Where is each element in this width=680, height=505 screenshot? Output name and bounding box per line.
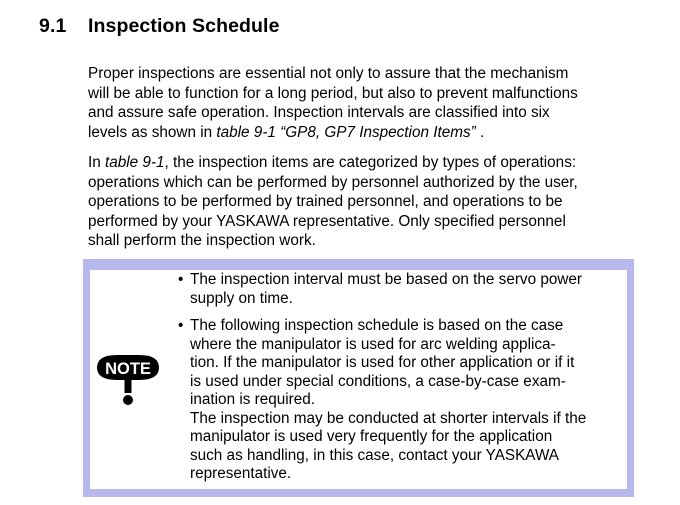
list-item <box>178 271 628 308</box>
paragraph-line: performed by your YASKAWA representative. Only specified personnel <box>88 212 566 230</box>
bullet-line: The following inspection schedule is based on the case <box>190 317 564 334</box>
bullet-line: The inspection may be conducted at shorter intervals if the <box>190 409 587 427</box>
line-text: In <box>88 154 106 171</box>
bullet-line: representative. <box>190 465 292 482</box>
line-text: . <box>475 123 485 141</box>
bullet-line: supply on time. <box>190 289 293 307</box>
paragraph-line <box>88 153 648 173</box>
section-number: 9.1 <box>39 15 67 37</box>
bullet-line: ination is required. <box>190 391 315 408</box>
bullet-line: manipulator is used very frequently for the application <box>190 428 553 445</box>
bullet-icon: • <box>178 271 184 288</box>
table-reference-link[interactable]: table 9-1 <box>105 154 165 171</box>
note-bullets <box>178 271 628 493</box>
bullet-icon: • <box>178 317 184 334</box>
bullet-line: such as handling, in this case, contact your YASKAWA <box>190 446 560 464</box>
intro-paragraph <box>88 64 648 142</box>
note-icon <box>95 352 161 407</box>
list-item <box>178 317 628 484</box>
bullet-line: The inspection interval must be based on the servo power <box>190 271 582 288</box>
line-text: , the inspection items are categorized by types of operations: <box>164 154 577 171</box>
categories-paragraph <box>88 153 648 251</box>
paragraph-line: operations which can be performed by personnel authorized by the user, <box>88 173 578 191</box>
paragraph-line: will be able to function for a long period, but also to prevent malfunctions <box>88 84 578 102</box>
paragraph-line <box>88 123 648 143</box>
section-heading <box>39 15 280 38</box>
bullet-line: tion. If the manipulator is used for other application or if it <box>190 354 575 371</box>
paragraph-line: operations to be performed by trained personnel, and operations to be <box>88 193 563 210</box>
paragraph-line: shall perform the inspection work. <box>88 232 316 249</box>
line-text: levels as shown in <box>88 123 217 141</box>
paragraph-line: and assure safe operation. Inspection intervals are classified into six <box>88 104 550 121</box>
bullet-line: where the manipulator is used for arc welding applica- <box>190 335 556 353</box>
bullet-line: is used under special conditions, a case-by-case exam- <box>190 372 566 390</box>
table-reference-link[interactable]: table 9-1 “GP8, GP7 Inspection Items” <box>216 123 476 141</box>
paragraph-line: Proper inspections are essential not only to assure that the mechanism <box>88 65 569 82</box>
section-title: Inspection Schedule <box>88 15 280 37</box>
note-label: NOTE <box>105 360 151 378</box>
